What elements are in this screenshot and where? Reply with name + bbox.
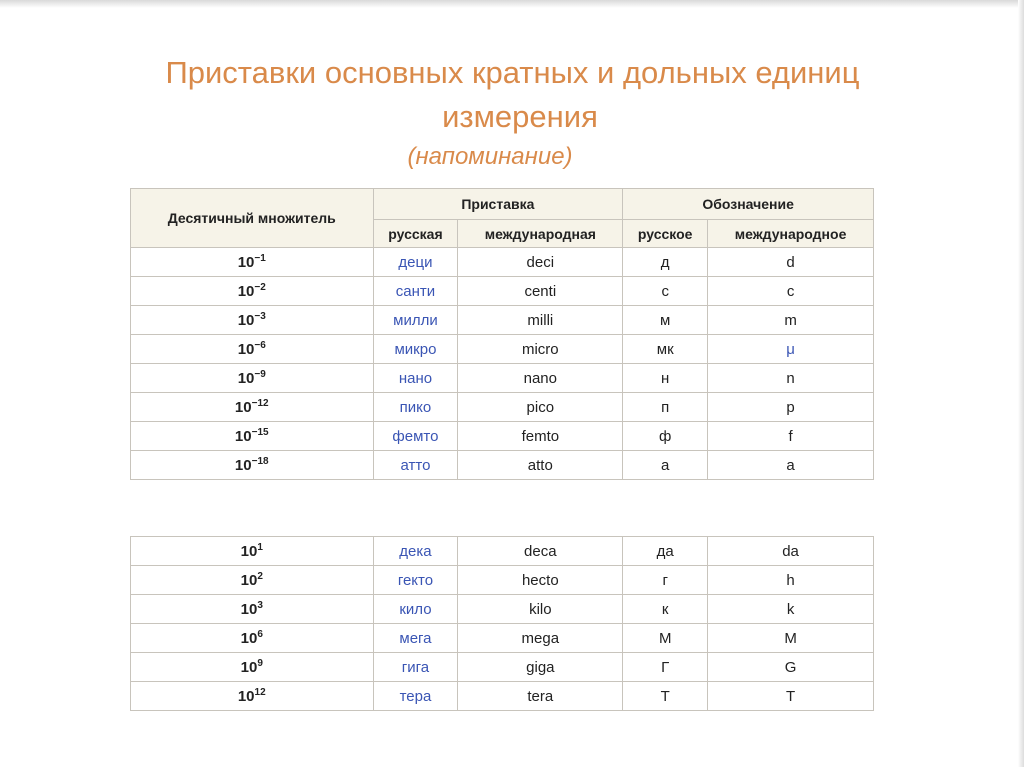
table-row (131, 451, 874, 480)
ru-symbol-cell: М (623, 624, 708, 653)
intl-prefix-cell: atto (458, 451, 623, 480)
intl-prefix-cell: deca (458, 537, 623, 566)
ru-symbol-cell: д (623, 248, 708, 277)
table-row (131, 682, 874, 711)
intl-symbol-cell: p (708, 393, 874, 422)
multiplier-base: 10 (240, 601, 258, 618)
ru-prefix-cell: тера (373, 682, 458, 711)
intl-prefix-cell: femto (458, 422, 623, 451)
table-row (131, 248, 874, 277)
ru-prefix-cell: дека (373, 537, 458, 566)
multiplier-exponent: −6 (254, 340, 266, 351)
multiplier-exponent: −18 (251, 456, 269, 467)
intl-symbol-cell: n (708, 364, 874, 393)
multiplier-exponent: 6 (257, 629, 263, 640)
ru-prefix-cell: санти (373, 277, 458, 306)
header-ru-prefix: русская (373, 220, 458, 248)
multiplier-cell (131, 595, 374, 624)
header-prefix: Приставка (373, 189, 623, 220)
table-row (131, 364, 874, 393)
multiplier-base: 10 (237, 254, 255, 271)
intl-symbol-cell: μ (708, 335, 874, 364)
ru-symbol-cell: Г (623, 653, 708, 682)
header-symbol: Обозначение (623, 189, 874, 220)
ru-symbol-cell: г (623, 566, 708, 595)
table-gap-row (131, 480, 874, 537)
multiplier-base: 10 (237, 283, 255, 300)
multiplier-base: 10 (234, 399, 252, 416)
intl-symbol-cell: m (708, 306, 874, 335)
ru-symbol-cell: м (623, 306, 708, 335)
multiplier-base: 10 (234, 457, 252, 474)
prefix-table (130, 188, 874, 711)
intl-symbol-cell: c (708, 277, 874, 306)
table-row (131, 422, 874, 451)
table-row (131, 595, 874, 624)
multiplier-cell (131, 364, 374, 393)
intl-prefix-cell: milli (458, 306, 623, 335)
multiplier-exponent: 3 (257, 600, 263, 611)
intl-symbol-cell: T (708, 682, 874, 711)
header-intl-symbol: международное (708, 220, 874, 248)
multiplier-exponent: −9 (254, 369, 266, 380)
table-row (131, 653, 874, 682)
table-row (131, 277, 874, 306)
table-row (131, 393, 874, 422)
ru-prefix-cell: пико (373, 393, 458, 422)
multiplier-cell (131, 422, 374, 451)
multiplier-base: 10 (237, 341, 255, 358)
ru-symbol-cell: с (623, 277, 708, 306)
table-row (131, 566, 874, 595)
table-body (131, 248, 874, 711)
ru-prefix-cell: деци (373, 248, 458, 277)
table-row (131, 624, 874, 653)
ru-symbol-cell: к (623, 595, 708, 624)
multiplier-cell (131, 566, 374, 595)
intl-symbol-cell: d (708, 248, 874, 277)
ru-symbol-cell: да (623, 537, 708, 566)
ru-prefix-cell: фемто (373, 422, 458, 451)
multiplier-cell (131, 248, 374, 277)
intl-prefix-cell: pico (458, 393, 623, 422)
table-row (131, 335, 874, 364)
intl-prefix-cell: centi (458, 277, 623, 306)
ru-prefix-cell: гига (373, 653, 458, 682)
multiplier-cell (131, 537, 374, 566)
intl-prefix-cell: giga (458, 653, 623, 682)
multiplier-base: 10 (234, 428, 252, 445)
multiplier-cell (131, 335, 374, 364)
multiplier-cell (131, 682, 374, 711)
ru-prefix-cell: нано (373, 364, 458, 393)
intl-prefix-cell: mega (458, 624, 623, 653)
intl-symbol-cell: k (708, 595, 874, 624)
ru-prefix-cell: микро (373, 335, 458, 364)
intl-prefix-cell: deci (458, 248, 623, 277)
multiplier-base: 10 (240, 572, 258, 589)
multiplier-base: 10 (237, 370, 255, 387)
slide-title-line-1: Приставки основных кратных и дольных единиц (165, 55, 860, 90)
multiplier-cell (131, 393, 374, 422)
slide-subtitle: (напоминание) (407, 143, 573, 170)
intl-symbol-cell: da (708, 537, 874, 566)
table-row (131, 537, 874, 566)
multiplier-base: 10 (240, 659, 258, 676)
intl-symbol-cell: G (708, 653, 874, 682)
multiplier-cell (131, 451, 374, 480)
multiplier-cell (131, 653, 374, 682)
multiplier-cell (131, 624, 374, 653)
multiplier-exponent: −1 (254, 253, 266, 264)
multiplier-exponent: −2 (254, 282, 266, 293)
intl-symbol-cell: a (708, 451, 874, 480)
intl-symbol-cell: h (708, 566, 874, 595)
multiplier-exponent: 2 (257, 571, 263, 582)
multiplier-base: 10 (237, 688, 255, 705)
intl-prefix-cell: nano (458, 364, 623, 393)
slide-title-line-2: измерения (442, 99, 598, 134)
multiplier-cell (131, 306, 374, 335)
multiplier-exponent: −3 (254, 311, 266, 322)
header-multiplier: Десятичный множитель (131, 189, 374, 248)
table-row (131, 306, 874, 335)
multiplier-exponent: −15 (251, 427, 269, 438)
intl-prefix-cell: micro (458, 335, 623, 364)
multiplier-cell (131, 277, 374, 306)
intl-prefix-cell: tera (458, 682, 623, 711)
ru-symbol-cell: Т (623, 682, 708, 711)
intl-prefix-cell: hecto (458, 566, 623, 595)
multiplier-base: 10 (237, 312, 255, 329)
ru-prefix-cell: атто (373, 451, 458, 480)
ru-symbol-cell: а (623, 451, 708, 480)
intl-prefix-cell: kilo (458, 595, 623, 624)
ru-symbol-cell: п (623, 393, 708, 422)
table-gap-cell (131, 480, 874, 537)
multiplier-exponent: −12 (251, 398, 269, 409)
slide-top-border (0, 0, 1024, 8)
multiplier-base: 10 (240, 543, 258, 560)
ru-prefix-cell: милли (373, 306, 458, 335)
multiplier-exponent: 1 (257, 542, 263, 553)
multiplier-exponent: 12 (254, 687, 266, 698)
intl-symbol-cell: f (708, 422, 874, 451)
ru-prefix-cell: кило (373, 595, 458, 624)
slide-right-border (1018, 0, 1024, 767)
header-ru-symbol: русское (623, 220, 708, 248)
ru-prefix-cell: гекто (373, 566, 458, 595)
ru-symbol-cell: ф (623, 422, 708, 451)
intl-symbol-cell: M (708, 624, 874, 653)
ru-symbol-cell: мк (623, 335, 708, 364)
multiplier-exponent: 9 (257, 658, 263, 669)
multiplier-base: 10 (240, 630, 258, 647)
ru-symbol-cell: н (623, 364, 708, 393)
header-intl-prefix: международная (458, 220, 623, 248)
ru-prefix-cell: мега (373, 624, 458, 653)
